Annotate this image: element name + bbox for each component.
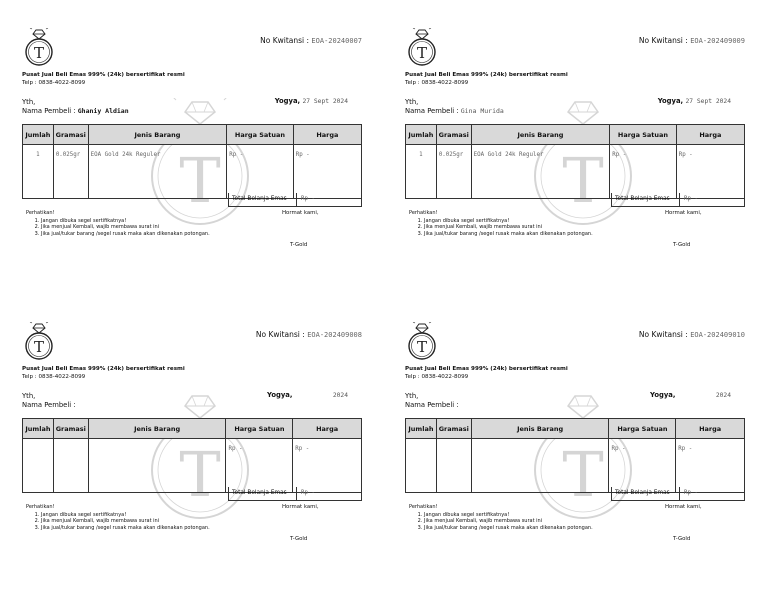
cell-jenis-barang: EOA Gold 24k Reguler (88, 145, 227, 199)
diamond-ring-t-logo-icon (405, 322, 439, 360)
note-item: 2. Jika menjual Kembali, wajib membawa surat ini (41, 224, 210, 230)
col-jumlah: Jumlah (406, 125, 437, 145)
col-harga-satuan: Harga Satuan (227, 125, 293, 145)
svg-text:T: T (179, 144, 221, 217)
svg-text:T: T (416, 338, 428, 356)
cell-gramasi: 0.025gr (436, 145, 471, 199)
diamond-ring-t-logo-icon (405, 28, 439, 66)
cell-harga-satuan: Rp - (610, 145, 676, 199)
col-harga: Harga (293, 125, 361, 145)
table-header-row (23, 419, 362, 439)
cell-jumlah: 1 (23, 145, 54, 199)
note-item: 3. Jika jual/tukar barang /segel rusak maka akan dikenakan potongan. (41, 231, 210, 237)
cell-harga: Rp - (293, 145, 361, 199)
company-phone: Telp : 0838-4022-8099 (22, 374, 86, 380)
note-item: 2. Jika menjual Kembali, wajib membawa surat ini (41, 518, 210, 524)
note-item: 1. Jangan dibuka segel sertifikatnya! (41, 512, 210, 518)
total-box (228, 193, 362, 207)
closing-regards: Hormat kami, (282, 210, 319, 216)
table-header-row (406, 125, 745, 145)
cell-harga: Rp - (676, 439, 745, 493)
receipt-2 (405, 28, 745, 258)
company-phone: Telp : 0838-4022-8099 (22, 80, 86, 86)
note-item: 1. Jangan dibuka segel sertifikatnya! (424, 218, 593, 224)
salutation: Yth, (405, 98, 419, 106)
notes (409, 210, 593, 237)
company-tagline: Pusat Jual Beli Emas 999% (24k) bersertifikat resmi (22, 366, 185, 372)
receipt-number (639, 36, 745, 45)
date-value: 27 Sept 2024 (302, 98, 348, 105)
diamond-ring-t-logo-icon (22, 28, 56, 66)
cell-jenis-barang (88, 439, 226, 493)
salutation: Yth, (22, 98, 36, 106)
total-box (611, 193, 745, 207)
cell-harga-satuan: Rp - (226, 439, 293, 493)
col-jenis-barang: Jenis Barang (88, 125, 227, 145)
receipt-number (260, 36, 362, 45)
table-header-row (23, 125, 362, 145)
total-label: Total Belanja Emas (615, 196, 670, 202)
cell-gramasi (436, 439, 471, 493)
col-harga-satuan: Harga Satuan (609, 419, 676, 439)
cell-harga-satuan: Rp - (609, 439, 676, 493)
company-tagline: Pusat Jual Beli Emas 999% (24k) bersertifikat resmi (405, 366, 568, 372)
receipt-number-value: EOA-202409010 (690, 331, 745, 339)
items-table (405, 124, 745, 199)
total-label: Total Belanja Emas (615, 490, 670, 496)
buyer-label: Nama Pembeli : (22, 401, 76, 409)
total-value: Rp - (684, 490, 698, 496)
buyer-label: Nama Pembeli : (405, 107, 459, 115)
items-table (22, 418, 362, 493)
notes (409, 504, 593, 531)
buyer-label: Nama Pembeli : (22, 107, 76, 115)
col-jenis-barang: Jenis Barang (88, 419, 226, 439)
total-box (611, 487, 745, 501)
buyer-name (405, 401, 459, 409)
city-label: Yogya, (657, 97, 684, 105)
svg-text:T: T (416, 44, 428, 62)
col-gramasi: Gramasi (53, 125, 88, 145)
total-label: Total Belanja Emas (232, 490, 287, 496)
buyer-label: Nama Pembeli : (405, 401, 459, 409)
svg-text:T: T (33, 44, 45, 62)
salutation: Yth, (405, 392, 419, 400)
notes (26, 210, 210, 237)
note-item: 1. Jangan dibuka segel sertifikatnya! (424, 512, 593, 518)
buyer-value: Ghaniy Aldian (77, 107, 129, 115)
cell-jenis-barang: EOA Gold 24k Reguler (471, 145, 610, 199)
table-row (23, 439, 362, 493)
receipt-number-label: No Kwitansi : (638, 330, 688, 339)
svg-text:T: T (562, 144, 604, 217)
table-header-row (406, 419, 745, 439)
col-harga: Harga (676, 419, 745, 439)
col-gramasi: Gramasi (436, 419, 471, 439)
col-jenis-barang: Jenis Barang (471, 125, 610, 145)
closing-regards: Hormat kami, (665, 210, 702, 216)
closing-regards: Hormat kami, (282, 504, 319, 510)
receipt-number-label: No Kwitansi : (255, 330, 305, 339)
table-row (406, 439, 745, 493)
table-row (406, 145, 745, 199)
col-jumlah: Jumlah (23, 125, 54, 145)
total-label: Total Belanja Emas (232, 196, 287, 202)
col-jenis-barang: Jenis Barang (471, 419, 609, 439)
receipt-number-label: No Kwitansi : (260, 36, 310, 45)
notes-title: Perhatikan! (26, 504, 55, 510)
place-date (658, 97, 731, 105)
receipt-4 (405, 322, 745, 552)
cell-jenis-barang (471, 439, 609, 493)
notes-title: Perhatikan! (26, 210, 55, 216)
total-value: Rp - (684, 196, 698, 202)
cell-harga-satuan: Rp - (227, 145, 293, 199)
salutation: Yth, (22, 392, 36, 400)
cell-harga: Rp - (676, 145, 744, 199)
signature-brand: T-Gold (290, 536, 308, 542)
note-item: 3. Jika jual/tukar barang /segel rusak maka akan dikenakan potongan. (424, 231, 593, 237)
receipt-3 (22, 322, 362, 552)
receipt-number-label: No Kwitansi : (638, 36, 688, 45)
city-label: Yogya, (650, 391, 676, 399)
cell-gramasi: 0.025gr (53, 145, 88, 199)
company-phone: Telp : 0838-4022-8099 (405, 80, 469, 86)
note-item: 3. Jika jual/tukar barang /segel rusak maka akan dikenakan potongan. (424, 525, 593, 531)
city-label: Yogya, (267, 391, 293, 399)
notes-title: Perhatikan! (409, 210, 438, 216)
city-label: Yogya, (274, 97, 301, 105)
col-harga-satuan: Harga Satuan (610, 125, 676, 145)
date-value: 27 Sept 2024 (685, 98, 731, 105)
note-item: 2. Jika menjual Kembali, wajib membawa surat ini (424, 224, 593, 230)
company-tagline: Pusat Jual Beli Emas 999% (24k) bersertifikat resmi (405, 72, 568, 78)
notes-title: Perhatikan! (409, 504, 438, 510)
cell-jumlah (23, 439, 54, 493)
col-gramasi: Gramasi (436, 125, 471, 145)
note-item: 3. Jika jual/tukar barang /segel rusak maka akan dikenakan potongan. (41, 525, 210, 531)
note-item: 2. Jika menjual Kembali, wajib membawa surat ini (424, 518, 593, 524)
receipt-number-value: EOA-202409008 (307, 331, 362, 339)
col-harga-satuan: Harga Satuan (226, 419, 293, 439)
table-row (23, 145, 362, 199)
total-value: Rp - (301, 196, 315, 202)
buyer-name (405, 107, 504, 115)
buyer-name (22, 401, 76, 409)
date-value: 2024 (715, 392, 731, 399)
receipt-number-value: EOA-202409009 (690, 37, 745, 45)
receipt-1 (22, 28, 362, 258)
notes (26, 504, 210, 531)
receipt-number (639, 330, 745, 339)
total-divider (296, 487, 297, 500)
col-gramasi: Gramasi (53, 419, 88, 439)
cell-jumlah: 1 (406, 145, 437, 199)
col-jumlah: Jumlah (23, 419, 54, 439)
place-date (275, 97, 348, 105)
cell-gramasi (53, 439, 88, 493)
total-divider (296, 193, 297, 206)
svg-text:T: T (33, 338, 45, 356)
company-tagline: Pusat Jual Beli Emas 999% (24k) bersertifikat resmi (22, 72, 185, 78)
items-table (405, 418, 745, 493)
signature-brand: T-Gold (673, 536, 691, 542)
buyer-value: Gina Murida (460, 107, 504, 115)
receipt-number (256, 330, 362, 339)
receipt-number-value: EOA-20240007 (311, 37, 362, 45)
place-date (267, 391, 348, 399)
total-divider (679, 193, 680, 206)
note-item: 1. Jangan dibuka segel sertifikatnya! (41, 218, 210, 224)
total-box (228, 487, 362, 501)
cell-harga: Rp - (293, 439, 362, 493)
total-value: Rp - (301, 490, 315, 496)
items-table (22, 124, 362, 199)
col-harga: Harga (676, 125, 744, 145)
col-harga: Harga (293, 419, 362, 439)
svg-text:T: T (179, 438, 221, 511)
col-jumlah: Jumlah (406, 419, 437, 439)
closing-regards: Hormat kami, (665, 504, 702, 510)
company-phone: Telp : 0838-4022-8099 (405, 374, 469, 380)
svg-text:T: T (562, 438, 604, 511)
cell-jumlah (406, 439, 437, 493)
diamond-ring-t-logo-icon (22, 322, 56, 360)
signature-brand: T-Gold (290, 242, 308, 248)
signature-brand: T-Gold (673, 242, 691, 248)
place-date (650, 391, 731, 399)
buyer-name (22, 107, 129, 115)
total-divider (679, 487, 680, 500)
date-value: 2024 (332, 392, 348, 399)
